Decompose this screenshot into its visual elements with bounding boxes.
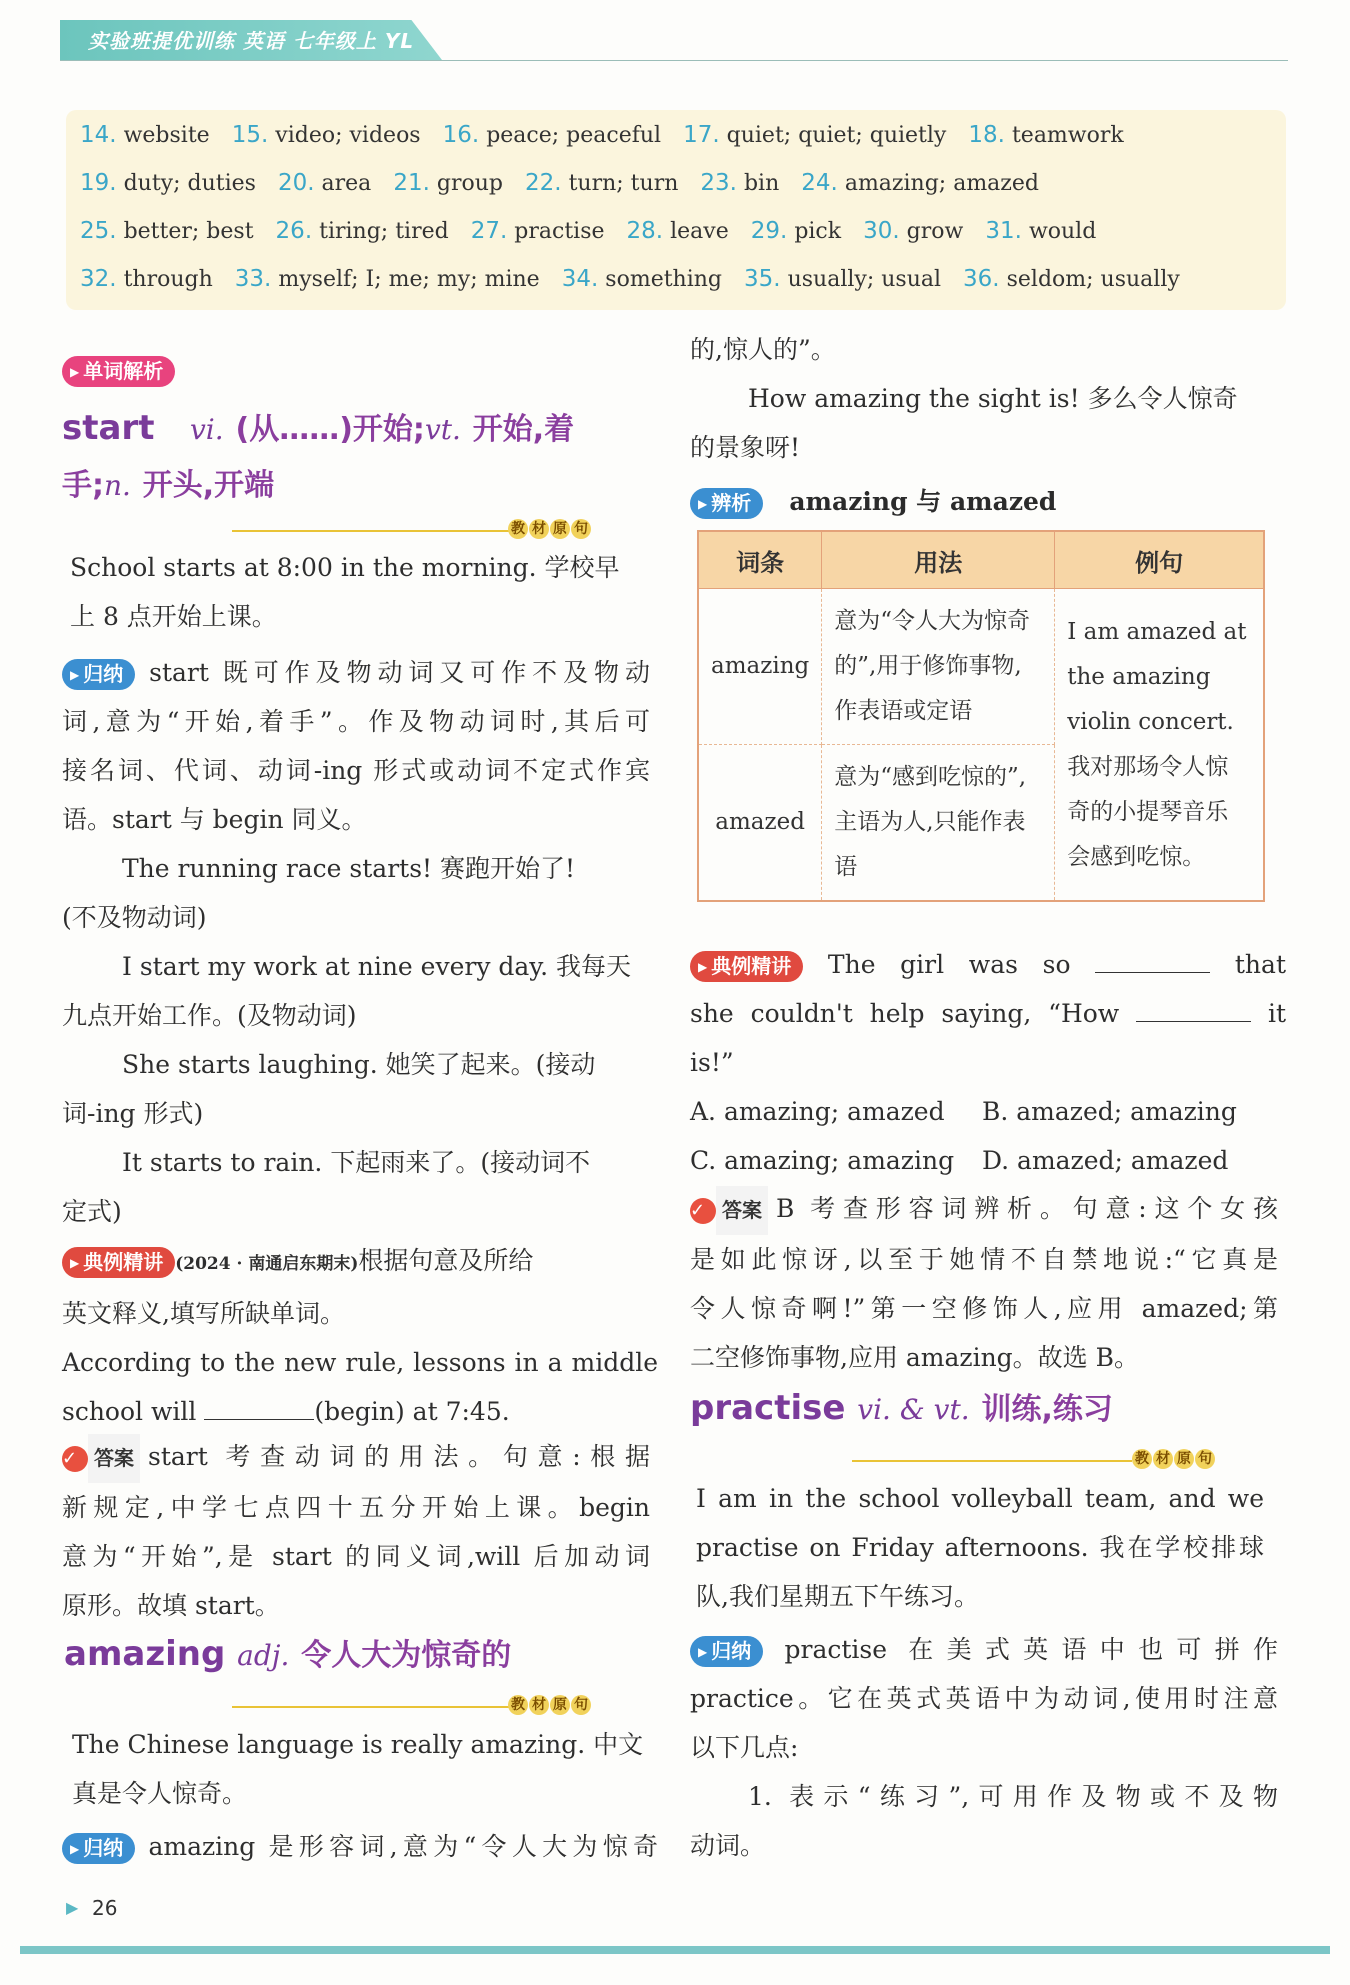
table-cell-usage: 意为“令人大为惊奇的”,用于修饰事物,作表语或定语 (822, 589, 1055, 745)
answer-text: video; videos (275, 123, 421, 148)
page-arrow-icon: ▶ (66, 1898, 79, 1917)
answer-number: 18. (968, 122, 1005, 148)
answer-text: better; best (123, 219, 254, 244)
answer-item (278, 170, 371, 196)
answer-number: 34. (561, 266, 599, 292)
source-rule (852, 1460, 1132, 1462)
answer-number: 14. (80, 122, 117, 148)
answer-number: 36. (963, 266, 1000, 292)
answer-number: 17. (683, 122, 720, 148)
example-tag: ▶ 典例精讲 (62, 1247, 175, 1278)
compare-tag: ▶ 辨析 (690, 488, 763, 519)
header-rule (60, 60, 1288, 61)
answer-number: 33. (234, 266, 272, 292)
entry-practise-heading: practise vi. & vt. 训练,练习 (690, 1388, 1113, 1428)
summary-tag: ▶ 归纳 (62, 659, 135, 690)
answer-item (80, 218, 254, 244)
answer-item (801, 170, 1039, 196)
answer-text: quiet; quiet; quietly (726, 123, 947, 148)
answer-number: 15. (231, 122, 269, 148)
answer-item (471, 218, 605, 244)
answer-text: grow (906, 219, 964, 244)
example-2-answer: ✓ 答案 B 考查形容词辨析。句意:这个女孩 是如此惊讶,以至于她情不自禁地说:“它真是 令人惊奇啊!”第一空修饰人,应用 amazed;第 二空修饰事物,应用 amazing。故选 B。 (690, 1184, 1278, 1382)
answer-text: seldom; usually (1006, 267, 1180, 292)
answer-item (80, 170, 256, 196)
answer-item (80, 122, 210, 148)
answer-number: 23. (700, 170, 737, 196)
answer-text: tiring; tired (319, 219, 449, 244)
practise-summary: ▶ 归纳 practise 在美式英语中也可拼作 practice。它在英式英语中为动词,使用时注意 以下几点: 1. 表示“练习”,可用作及物或不及物 动词。 (690, 1625, 1278, 1870)
answer-number: 28. (626, 218, 664, 244)
answer-text: website (123, 123, 210, 148)
answer-item (443, 122, 661, 148)
answer-number: 26. (275, 218, 313, 244)
answer-blank[interactable] (1136, 1021, 1251, 1022)
answer-item (863, 218, 963, 244)
answer-item (525, 170, 678, 196)
answer-number: 35. (744, 266, 781, 292)
source-badge: 教 材 原 句 (508, 1695, 592, 1715)
book-title: 实验班提优训练 英语 七年级上 YL (88, 29, 415, 53)
check-icon: ✓ (62, 1446, 88, 1472)
answer-row (80, 266, 1202, 306)
answer-item (235, 266, 540, 292)
answer-item (968, 122, 1123, 148)
answer-text: duty; duties (123, 171, 256, 196)
summary-tag: ▶ 归纳 (62, 1833, 135, 1864)
table-row (698, 589, 1264, 745)
source-badge: 教 材 原 句 (508, 519, 592, 539)
answer-text: practise (514, 219, 605, 244)
comparison-table (697, 530, 1265, 902)
page-number: 26 (92, 1896, 118, 1920)
answer-number: 29. (750, 218, 788, 244)
answer-number: 16. (442, 122, 480, 148)
answer-number: 21. (393, 170, 430, 196)
answer-number: 25. (80, 218, 117, 244)
amazing-summary: ▶ 归纳 amazing 是形容词,意为“令人大为惊奇 (62, 1822, 658, 1871)
compare-heading: ▶ 辨析 amazing 与 amazed (690, 482, 1056, 519)
answer-text: usually; usual (787, 267, 942, 292)
answer-item (393, 170, 503, 196)
example-1: ▶ 典例精讲 (2024 · 南通启东期末)根据句意及所给 英文释义,填写所缺单词。 According to the new rule, lessons in a middle school will (begin) at 7:45. (62, 1236, 658, 1436)
practise-source-sentence: I am in the school volleyball team, and we practise on Friday afternoons. 我在学校排球 队,我们星期五下午练习。 (696, 1484, 1264, 1611)
option-d: D. amazed; amazed (982, 1146, 1229, 1175)
answer-item (276, 218, 449, 244)
answer-item (751, 218, 841, 244)
answer-item (683, 122, 946, 148)
example-2: ▶ 典例精讲 The girl was so that she couldn't help saying, “How it is!” A. amazing; amazed B. amazed; amazing C. amazing; amazing D. amazed; amazed (690, 940, 1286, 1185)
answer-number: 20. (277, 170, 315, 196)
start-source-sentence: School starts at 8:00 in the morning. 学校早 上 8 点开始上课。 (70, 553, 620, 631)
footer-bar (20, 1946, 1330, 1954)
answer-row (80, 218, 1118, 258)
answer-item (627, 218, 729, 244)
answer-number: 19. (80, 170, 117, 196)
answer-blank[interactable] (204, 1419, 314, 1420)
table-cell-word: amazing (698, 589, 822, 745)
answer-text: something (605, 267, 723, 292)
answer-item (562, 266, 722, 292)
answer-text: area (321, 171, 372, 196)
answer-item (80, 266, 213, 292)
table-cell-example: I am amazed at the amazing violin concert. 我对那场令人惊奇的小提琴音乐会感到吃惊。 (1055, 589, 1264, 902)
answer-text: pick (794, 219, 842, 244)
answer-number: 22. (525, 170, 562, 196)
table-header: 例句 (1055, 531, 1264, 589)
table-cell-usage: 意为“感到吃惊的”,主语为人,只能作表语 (822, 745, 1055, 902)
option-b: B. amazed; amazing (982, 1097, 1237, 1126)
example-tag: ▶ 典例精讲 (690, 951, 803, 982)
amazing-source-sentence: The Chinese language is really amazing. 中文 真是令人惊奇。 (72, 1730, 644, 1808)
answer-item (985, 218, 1096, 244)
amazing-continued: 的,惊人的”。 How amazing the sight is! 多么令人惊奇 的景象呀! (690, 335, 1238, 462)
answer-item (700, 170, 779, 196)
answer-text: peace; peaceful (486, 123, 662, 148)
answer-number: 24. (801, 170, 838, 196)
answer-number: 32. (80, 266, 117, 292)
answer-text: amazing; amazed (844, 171, 1039, 196)
answer-row (80, 170, 1061, 210)
answer-item (232, 122, 421, 148)
source-badge: 教 材 原 句 (1132, 1449, 1216, 1469)
source-rule (232, 1706, 510, 1708)
answer-text: myself; I; me; my; mine (278, 267, 540, 292)
start-examples: The running race starts! 赛跑开始了! (不及物动词) I start my work at nine every day. 我每天 九点开始工作。(及物动词) She starts laughing. 她笑了起来。(接动 词-ing 形式) It starts to rain. 下起雨来了。(接动词不 定式) (62, 854, 631, 1226)
answer-item (744, 266, 941, 292)
answer-text: group (436, 171, 503, 196)
answer-text: leave (670, 219, 729, 244)
table-header: 用法 (822, 531, 1055, 589)
option-a: A. amazing; amazed (690, 1097, 945, 1126)
answer-text: teamwork (1011, 123, 1124, 148)
answer-text: through (123, 267, 213, 292)
answer-number: 27. (470, 218, 508, 244)
answer-blank[interactable] (1095, 972, 1210, 973)
answer-item (963, 266, 1180, 292)
answer-text: would (1028, 219, 1097, 244)
example-1-answer: ✓ 答案 start 考查动词的用法。句意:根据 新规定,中学七点四十五分开始上课。begin 意为“开始”,是 start 的同义词,will 后加动词 原形。故填 start。 (62, 1432, 650, 1630)
summary-tag: ▶ 归纳 (690, 1636, 763, 1667)
table-cell-word: amazed (698, 745, 822, 902)
answer-text: turn; turn (568, 171, 679, 196)
answer-text: bin (743, 171, 780, 196)
answer-row (80, 122, 1146, 162)
option-c: C. amazing; amazing (690, 1146, 955, 1175)
table-header: 词条 (698, 531, 822, 589)
start-summary: ▶ 归纳 start 既可作及物动词又可作不及物动 词,意为“开始,着手”。作及物动词时,其后可 接名词、代词、动词-ing 形式或动词不定式作宾 语。start 与 begin 同义。 (62, 648, 650, 844)
answer-number: 30. (863, 218, 900, 244)
entry-amazing-heading: amazing adj. 令人大为惊奇的 (64, 1634, 512, 1674)
check-icon: ✓ (690, 1198, 716, 1224)
entry-start-heading-cont: 手;n. 开头,开端 (62, 468, 275, 503)
entry-start-heading: start vi. (从……)开始;vt. 开始,着 (62, 408, 575, 448)
vocab-tag: ▶ 单词解析 (62, 356, 175, 387)
answer-number: 31. (985, 218, 1022, 244)
source-rule (232, 530, 510, 532)
